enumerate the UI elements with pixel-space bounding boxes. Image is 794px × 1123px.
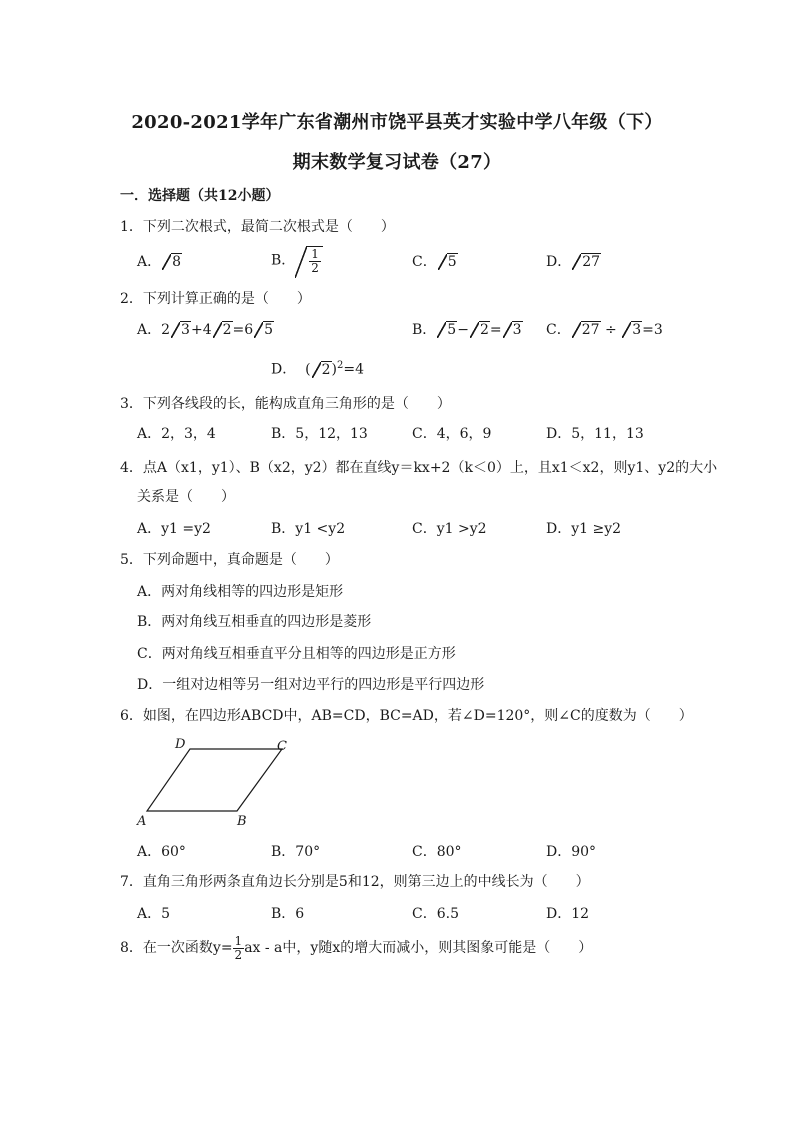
parallelogram-figure (132, 735, 302, 830)
q8-numerator: 1 (234, 933, 243, 948)
q2-b-label: B． (412, 322, 437, 338)
q2-a-label: A． (137, 322, 162, 338)
q1-b-label: B． (271, 252, 296, 269)
q4-stem-line2: 关系是（ ） (137, 489, 235, 505)
q2-d-part: ( (305, 361, 311, 378)
sqrt-symbol (312, 360, 332, 380)
vertex-label-c: C (277, 739, 287, 754)
vertex-label-d: D (175, 737, 186, 752)
q2-b-part: − (457, 322, 469, 338)
q1-option-b (271, 246, 323, 275)
q2-b-radicand: 2 (479, 322, 489, 338)
q1-option-a (137, 252, 182, 272)
q7-stem: 7．直角三角形两条直角边长分别是5和12，则第三边上的中线长为（ ） (120, 874, 590, 890)
q5-option-c: C．两对角线互相垂直平分且相等的四边形是正方形 (137, 646, 456, 662)
sqrt-symbol (171, 320, 191, 340)
q6-stem: 6．如图，在四边形ABCD中，AB=CD，BC=AD，若∠D=120°，则∠C的度数为（ ） (120, 708, 693, 724)
q2-stem: 2．下列计算正确的是（ ） (120, 291, 311, 307)
sqrt-symbol (295, 246, 323, 275)
q1-option-c (412, 252, 458, 272)
q2-c-radicand: 27 (581, 322, 600, 338)
q1-d-radicand: 27 (582, 254, 601, 270)
q3-option-d: D．5，11，13 (546, 426, 644, 442)
sqrt-symbol (162, 252, 182, 272)
q4-option-b: B．y1 <y2 (271, 521, 346, 537)
q3-option-b: B．5，12，13 (271, 426, 368, 442)
q8-stem-post: ax - a中，y随x的增大而减小，则其图象可能是（ ） (244, 940, 593, 956)
q2-c-label: C． (546, 322, 571, 338)
q2-d-part: =4 (343, 361, 365, 378)
q1-stem: 1．下列二次根式，最简二次根式是（ ） (120, 219, 395, 235)
q2-option-c (546, 320, 663, 340)
parallelogram-shape (147, 749, 282, 811)
q7-option-b: B．6 (271, 906, 305, 922)
q2-option-d (271, 356, 364, 380)
q6-option-a: A．60° (137, 844, 186, 860)
q8-denominator: 2 (234, 947, 243, 962)
q2-d-label: D． (271, 361, 297, 378)
q1-a-radicand: 8 (172, 254, 182, 270)
q7-option-a: A．5 (137, 906, 171, 922)
exam-title-line2: 期末数学复习试卷（27） (292, 152, 502, 173)
q1-option-d (546, 252, 601, 272)
q2-d-exponent: 2 (337, 360, 344, 371)
q4-option-c: C．y1 >y2 (412, 521, 487, 537)
q2-a-part: =6 (232, 322, 254, 338)
q2-option-b (412, 320, 523, 340)
q5-option-a: A．两对角线相等的四边形是矩形 (137, 584, 344, 600)
sqrt-symbol (572, 252, 601, 272)
q3-option-a: A．2，3，4 (137, 426, 216, 442)
q1-a-label: A． (137, 254, 162, 270)
q3-option-c: C．4，6，9 (412, 426, 492, 442)
q5-stem: 5．下列命题中，真命题是（ ） (120, 552, 339, 568)
q2-b-part: = (489, 322, 502, 338)
q4-option-a: A．y1 =y2 (137, 521, 211, 537)
q5-option-b: B．两对角线互相垂直的四边形是菱形 (137, 614, 372, 630)
q2-b-radicand: 3 (512, 322, 522, 338)
q1-b-numerator: 1 (311, 247, 319, 261)
section-heading: 一．选择题（共12小题） (120, 188, 280, 204)
q1-c-label: C． (412, 254, 437, 270)
sqrt-symbol (622, 320, 642, 340)
q1-d-label: D． (546, 254, 572, 270)
sqrt-symbol (438, 252, 458, 272)
q1-b-fraction (309, 248, 321, 275)
q1-b-denominator: 2 (311, 261, 319, 275)
q2-option-a (137, 320, 274, 340)
q4-stem-line1: 4．点A（x1，y1）、B（x2，y2）都在直线y＝kx+2（k＜0）上，且x1＜x2，则y1、y2的大小 (120, 460, 718, 476)
sqrt-symbol (213, 320, 233, 340)
q6-option-b: B．70° (271, 844, 321, 860)
q7-option-c: C．6.5 (412, 906, 459, 922)
sqrt-symbol (437, 320, 457, 340)
q8-fraction (233, 935, 245, 962)
exam-title-line1: 2020-2021学年广东省潮州市饶平县英才实验中学八年级（下） (131, 112, 663, 133)
vertex-label-a: A (137, 814, 147, 829)
q6-option-d: D．90° (546, 844, 597, 860)
q3-stem: 3．下列各线段的长，能构成直角三角形的是（ ） (120, 396, 451, 412)
q1-c-radicand: 5 (447, 254, 457, 270)
q6-option-c: C．80° (412, 844, 462, 860)
q4-option-d: D．y1 ≥y2 (546, 521, 622, 537)
q8-stem-pre: 8．在一次函数y= (120, 940, 233, 956)
sqrt-symbol (470, 320, 490, 340)
q2-c-radicand: 3 (632, 322, 642, 338)
q2-a-radicand: 2 (222, 322, 232, 338)
q7-option-d: D．12 (546, 906, 590, 922)
q2-d-radicand: 2 (321, 361, 331, 378)
q5-option-d: D．一组对边相等另一组对边平行的四边形是平行四边形 (137, 677, 485, 693)
vertex-label-b: B (237, 814, 247, 829)
q2-c-part: ÷ (600, 322, 622, 338)
q2-d-part: ) (331, 361, 337, 378)
q2-c-part: =3 (642, 322, 663, 338)
sqrt-symbol (254, 320, 274, 340)
sqrt-symbol (503, 320, 523, 340)
q2-a-part: +4 (190, 322, 212, 338)
q2-a-part: 2 (161, 322, 171, 338)
q2-a-radicand: 5 (264, 322, 274, 338)
q2-b-radicand: 5 (447, 322, 457, 338)
q2-a-radicand: 3 (181, 322, 190, 338)
sqrt-symbol (572, 320, 601, 340)
q8-stem (120, 934, 592, 962)
